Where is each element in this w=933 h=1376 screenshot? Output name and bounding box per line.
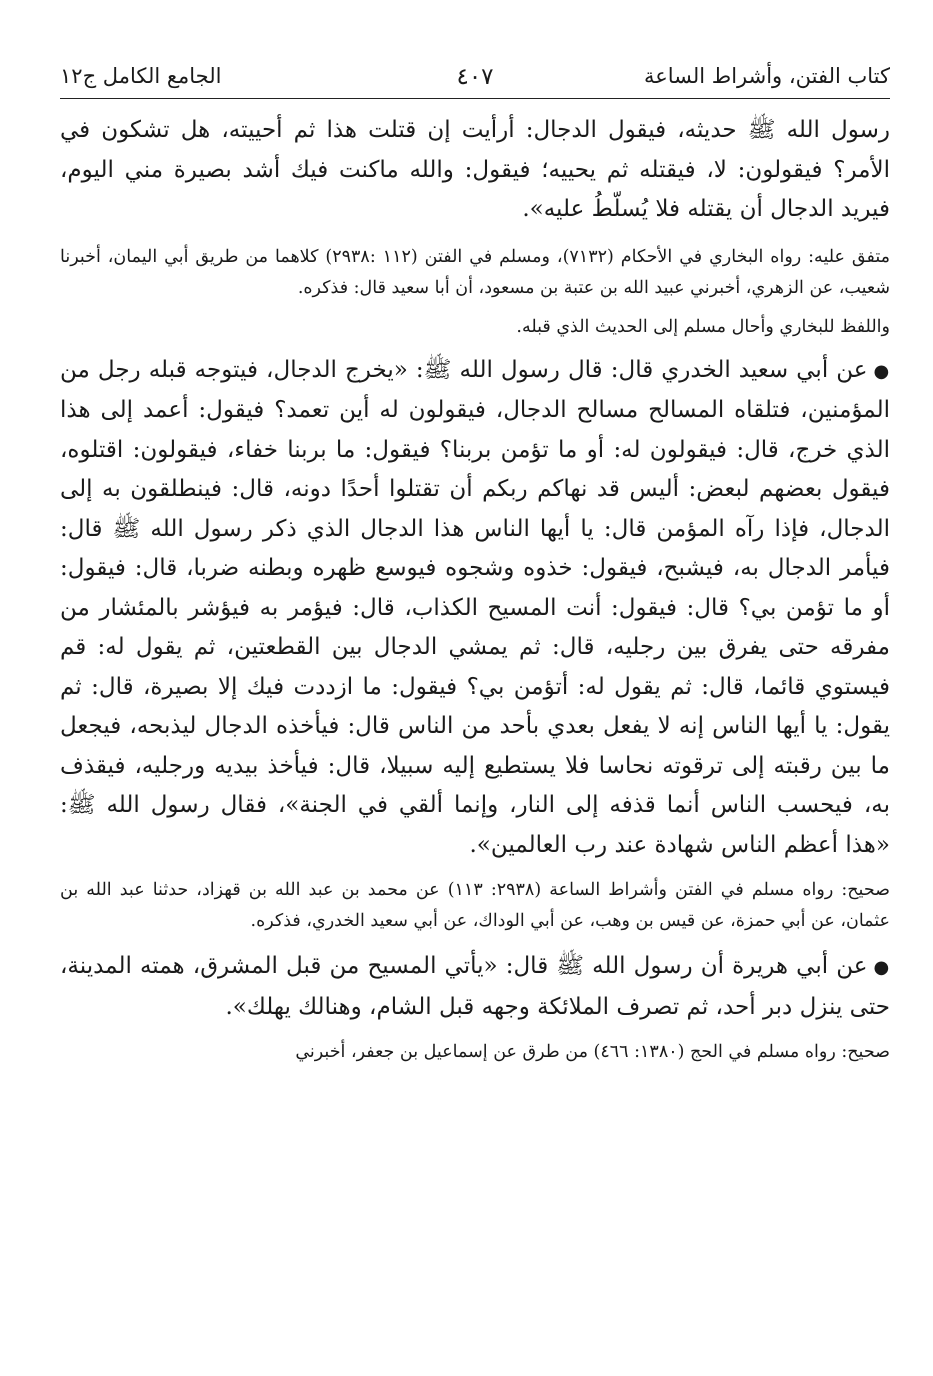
- book-title: الجامع الكامل ج١٢: [60, 64, 222, 88]
- bullet-icon: ●: [873, 957, 890, 978]
- takhrij-note-1-text: متفق عليه: رواه البخاري في الأحكام (٧١٣٢)، ومسلم في الفتن (١١٢ :٢٩٣٨) كلاهما من طريق أبي اليمان، أخبرنا شعيب، عن الزهري، أخبرني عبيد الله بن عتبة بن مسعود، أن أبا سعيد قال: فذكره.: [60, 246, 890, 298]
- takhrij-note-1: [60, 242, 890, 304]
- takhrij-note-4-text: صحيح: رواه مسلم في الحج (١٣٨٠: ٤٦٦) من طرق عن إسماعيل بن جعفر، أخبرني: [295, 1042, 890, 1062]
- takhrij-note-3: [60, 875, 890, 937]
- book-page: [60, 58, 890, 1068]
- hadith-abu-said: [60, 351, 890, 866]
- hadith-continuation: [60, 111, 890, 230]
- page-number: ٤٠٧: [456, 64, 494, 90]
- takhrij-note-2-text: واللفظ للبخاري وأحال مسلم إلى الحديث الذي قبله.: [516, 316, 890, 337]
- takhrij-note-3-text: صحيح: رواه مسلم في الفتن وأشراط الساعة (٢٩٣٨: ١١٣) عن محمد بن عبد الله بن قهزاد، حدثنا عبد الله بن عثمان، عن أبي حمزة، عن قيس بن وهب، عن أبي الوداك، عن أبي سعيد الخدري، فذكره.: [60, 880, 890, 931]
- hadith-abu-hurairah-text: عن أبي هريرة أن رسول الله ﷺ قال: «يأتي المسيح من قبل المشرق، همته المدينة، حتى ينزل دبر أحد، ثم تصرف الملائكة وجهه قبل الشام، وهنالك يهلك».: [60, 953, 890, 1020]
- hadith-abu-said-text: عن أبي سعيد الخدري قال: قال رسول الله ﷺ: «يخرج الدجال، فيتوجه قبله رجل من المؤمنين، فتلقاه المسالح مسالح الدجال، فيقولون له أين تعمد؟ فيقول: أعمد إلى هذا الذي خرج، قال: فيقولون له: أو ما تؤمن بربنا؟ فيقول: ما بربنا خفاء، فيقولون: اقتلوه، فيقول بعضهم لبعض: أليس قد نهاكم ربكم أن تقتلوا أحدًا دونه، قال: فينطلقون به إلى الدجال، فإذا رآه المؤمن قال: يا أيها الناس هذا الدجال الذي ذكر رسول الله ﷺ قال: فيأمر الدجال به، فيشبح، فيقول: خذوه وشجوه فيوسع ظهره وبطنه ضربا، قال: فيقول: أو ما تؤمن بي؟ قال: فيقول: أنت المسيح الكذاب، قال: فيؤمر به فيؤشر بالمئشار من مفرقه حتى يفرق بين رجليه، قال: ثم يمشي الدجال بين القطعتين، ثم يقول له: قم فيستوي قائما، قال: ثم يقول له: أتؤمن بي؟ فيقول: ما ازددت فيك إلا بصيرة، قال: ثم يقول: يا أيها الناس إنه لا يفعل بعدي بأحد من الناس قال: فيأخذه الدجال ليذبحه، فيجعل ما بين رقبته إلى ترقوته نحاسا فلا يستطيع إليه سبيلا، قال: فيأخذ بيديه ورجليه، فيقذف به، فيحسب الناس أنما قذفه إلى النار، وإنما ألقي في الجنة»، فقال رسول الله ﷺ: «هذا أعظم الناس شهادة عند رب العالمين».: [60, 356, 890, 858]
- hadith-continuation-text: رسول الله ﷺ حديثه، فيقول الدجال: أرأيت إن قتلت هذا ثم أحييته، هل تشكون في الأمر؟ فيقولون: لا، فيقتله ثم يحييه؛ فيقول: والله ماكنت فيك أشد بصيرة مني اليوم، فيريد الدجال أن يقتله فلا يُسلّطُ عليه».: [60, 117, 890, 222]
- chapter-title: كتاب الفتن، وأشراط الساعة: [643, 64, 890, 88]
- takhrij-note-4: [60, 1037, 890, 1068]
- takhrij-note-2: [60, 312, 890, 343]
- hadith-abu-hurairah: [60, 947, 890, 1027]
- running-header: [60, 58, 890, 99]
- bullet-icon: ●: [873, 360, 890, 382]
